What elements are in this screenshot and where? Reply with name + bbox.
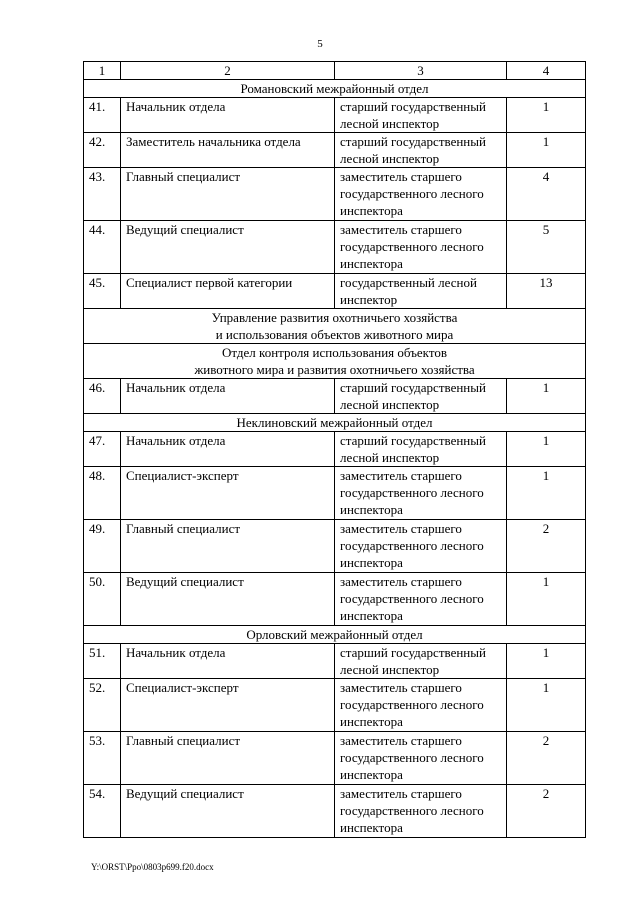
inspector-rank: заместитель старшего государственного лесного инспектора [335,520,507,573]
staff-count: 13 [507,274,586,309]
position-title: Начальник отдела [121,98,335,133]
staff-count: 1 [507,467,586,520]
section-heading [84,344,586,379]
staff-count: 2 [507,785,586,838]
table-row [84,520,586,573]
inspector-rank: заместитель старшего государственного лесного инспектора [335,467,507,520]
table-row [84,98,586,133]
inspector-rank: заместитель старшего государственного лесного инспектора [335,221,507,274]
section-heading-line: животного мира и развития охотничьего хозяйства [194,362,475,377]
position-title: Главный специалист [121,732,335,785]
inspector-rank: старший государственный лесной инспектор [335,379,507,414]
table-row [84,133,586,168]
header-cell-1: 1 [84,62,121,80]
table-row [84,274,586,309]
table-header-row [84,62,586,80]
row-number: 48. [84,467,121,520]
table-row [84,432,586,467]
row-number: 45. [84,274,121,309]
section-heading [84,414,586,432]
row-number: 41. [84,98,121,133]
section-heading-line: и использования объектов животного мира [215,327,454,342]
section-heading-row [84,344,586,379]
table-row [84,573,586,626]
table-row [84,679,586,732]
row-number: 43. [84,168,121,221]
staff-count: 1 [507,133,586,168]
row-number: 53. [84,732,121,785]
section-heading-line: Романовский межрайонный отдел [240,81,429,96]
position-title: Ведущий специалист [121,221,335,274]
table-row [84,168,586,221]
staff-count: 1 [507,379,586,414]
inspector-rank: заместитель старшего государственного лесного инспектора [335,785,507,838]
inspector-rank: старший государственный лесной инспектор [335,432,507,467]
staff-count: 5 [507,221,586,274]
inspector-rank: заместитель старшего государственного лесного инспектора [335,573,507,626]
table-row [84,221,586,274]
staff-count: 4 [507,168,586,221]
row-number: 51. [84,644,121,679]
position-title: Специалист-эксперт [121,679,335,732]
staff-count: 1 [507,679,586,732]
row-number: 54. [84,785,121,838]
staff-count: 2 [507,520,586,573]
staff-count: 1 [507,432,586,467]
row-number: 47. [84,432,121,467]
position-title: Специалист-эксперт [121,467,335,520]
position-title: Заместитель начальника отдела [121,133,335,168]
table-row [84,379,586,414]
header-cell-3: 3 [335,62,507,80]
table-row [84,467,586,520]
position-title: Главный специалист [121,520,335,573]
table-row [84,644,586,679]
position-title: Главный специалист [121,168,335,221]
section-heading-row [84,414,586,432]
section-heading-line: Орловский межрайонный отдел [246,627,423,642]
row-number: 52. [84,679,121,732]
position-title: Ведущий специалист [121,785,335,838]
inspector-rank: заместитель старшего государственного лесного инспектора [335,732,507,785]
file-path-footer: Y:\ORST\Ppo\0803p699.f20.docx [91,862,214,872]
table-row [84,732,586,785]
staff-count: 1 [507,644,586,679]
table-row [84,785,586,838]
row-number: 44. [84,221,121,274]
row-number: 46. [84,379,121,414]
row-number: 42. [84,133,121,168]
inspector-rank: старший государственный лесной инспектор [335,133,507,168]
header-cell-4: 4 [507,62,586,80]
staff-count: 2 [507,732,586,785]
section-heading-row [84,309,586,344]
page-number: 5 [317,38,323,50]
inspector-rank: заместитель старшего государственного лесного инспектора [335,679,507,732]
position-title: Специалист первой категории [121,274,335,309]
section-heading [84,309,586,344]
inspector-rank: государственный лесной инспектор [335,274,507,309]
staff-count: 1 [507,573,586,626]
section-heading-row [84,80,586,98]
inspector-rank: старший государственный лесной инспектор [335,644,507,679]
inspector-rank: старший государственный лесной инспектор [335,98,507,133]
position-title: Начальник отдела [121,644,335,679]
section-heading [84,80,586,98]
section-heading [84,626,586,644]
section-heading-line: Управление развития охотничьего хозяйства [211,310,458,325]
position-title: Начальник отдела [121,379,335,414]
position-title: Ведущий специалист [121,573,335,626]
section-heading-row [84,626,586,644]
row-number: 49. [84,520,121,573]
staff-table [83,61,586,838]
section-heading-line: Отдел контроля использования объектов [222,345,447,360]
row-number: 50. [84,573,121,626]
header-cell-2: 2 [121,62,335,80]
staff-count: 1 [507,98,586,133]
section-heading-line: Неклиновский межрайонный отдел [236,415,433,430]
inspector-rank: заместитель старшего государственного лесного инспектора [335,168,507,221]
position-title: Начальник отдела [121,432,335,467]
